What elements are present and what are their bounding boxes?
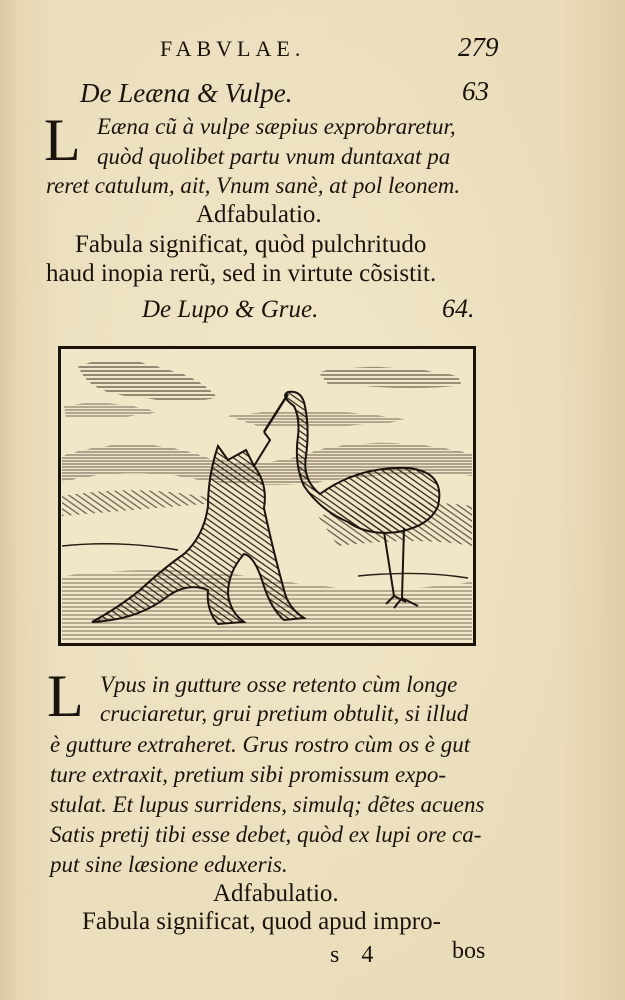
fable-64-drop-cap: L	[47, 663, 84, 729]
fable-64-line-7: put sine læsione eduxeris.	[50, 852, 288, 877]
fable-63-number: 63	[462, 76, 489, 106]
fable-64-moral-heading: Adfabulatio.	[213, 880, 339, 907]
fable-63-title: De Leæna & Vulpe.	[80, 78, 293, 108]
fable-63-moral-heading: Adfabulatio.	[196, 201, 322, 228]
page-number: 279	[458, 32, 499, 62]
fable-64-line-6: Satis pretij tibi esse debet, quòd ex lupi ore ca-	[50, 822, 482, 847]
signature-mark: s 4	[330, 942, 382, 968]
fable-63-drop-cap: L	[44, 107, 81, 173]
fable-64-line-5: stulat. Et lupus surridens, simulq; dẽtes acuens	[50, 792, 485, 817]
fable-63-line-1: Eæna cũ à vulpe sæpius exprobraretur,	[97, 114, 456, 139]
fable-63-line-3: reret catulum, ait, Vnum sanè, at pol leonem.	[46, 173, 461, 198]
fable-63-line-2: quòd quolibet partu vnum duntaxat pa	[97, 144, 451, 169]
woodcut-wolf-and-crane	[58, 346, 476, 646]
fable-64-line-1: Vpus in gutture osse retento cùm longe	[100, 672, 458, 697]
fable-63-moral-line-2: haud inopia rerũ, sed in virtute cõsistit.	[46, 260, 437, 287]
fable-64-line-2: cruciaretur, grui pretium obtulit, si illud	[100, 701, 469, 726]
running-title: FABVLAE.	[160, 36, 306, 61]
fable-64-title: De Lupo & Grue.	[142, 296, 319, 323]
fable-64-line-3: è gutture extraheret. Grus rostro cùm os è gut	[50, 732, 471, 757]
fable-64-moral-line: Fabula significat, quod apud impro-	[82, 908, 441, 935]
fable-64-line-4: ture extraxit, pretium sibi promissum expo-	[50, 762, 447, 787]
catchword: bos	[452, 938, 486, 964]
fable-64-number: 64.	[442, 294, 475, 323]
fable-63-moral-line-1: Fabula significat, quòd pulchritudo	[75, 231, 427, 258]
